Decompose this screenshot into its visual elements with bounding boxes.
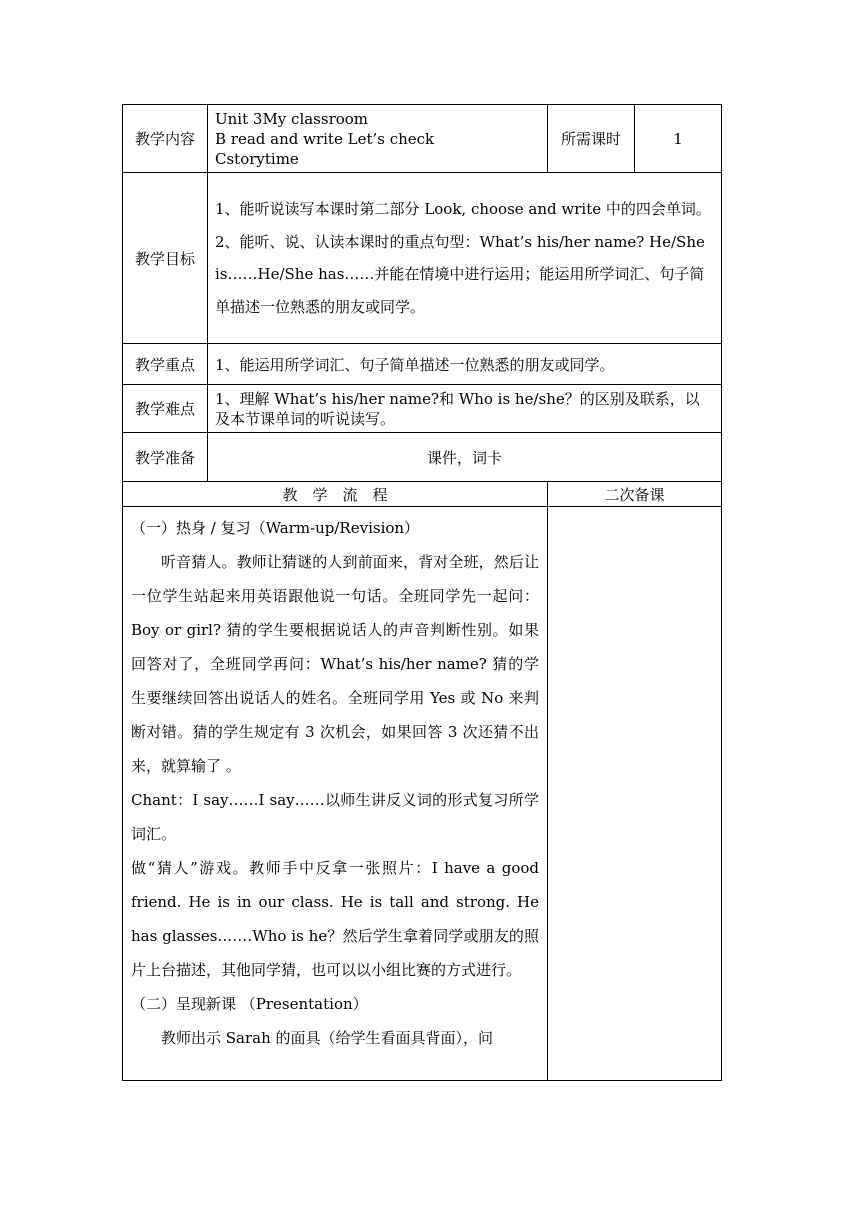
key-points-row	[123, 344, 722, 385]
teaching-content-label: 教学内容	[123, 105, 208, 173]
notes-content-cell	[548, 507, 722, 1081]
preparation-value: 课件，词卡	[208, 433, 722, 482]
difficulties-row	[123, 385, 722, 433]
section-title-presentation: （二）呈现新课 （Presentation）	[131, 995, 368, 1013]
notes-header: 二次备课	[548, 482, 722, 507]
teaching-content-row	[123, 105, 722, 173]
flow-content	[123, 507, 547, 1080]
content-line: Unit 3My classroom	[215, 109, 369, 128]
flow-paragraph: 听音猜人。教师让猜谜的人到前面来，背对全班，然后让一位学生站起来用英语跟他说一句话。全班同学先一起问：Boy or girl? 猜的学生要根据说话人的声音判断性别。如果回答对了，全班同学再问：What’s his/her name? 猜的学生要继续回答出说话人的姓名。全班同学用 Yes 或 No 来判断对错。猜的学生规定有 3 次机会，如果回答 3 次还猜不出来，就算输了 。	[131, 553, 539, 775]
flow-content-cell	[123, 507, 548, 1081]
class-hours-label: 所需课时	[548, 105, 635, 173]
teaching-goals-label: 教学目标	[123, 173, 208, 344]
teaching-content-value	[208, 105, 548, 173]
teaching-goals-value	[208, 173, 722, 344]
key-points-value: 1、能运用所学词汇、句子简单描述一位熟悉的朋友或同学。	[208, 344, 722, 385]
teaching-goals-row	[123, 173, 722, 344]
flow-body-row	[123, 507, 722, 1081]
key-points-label: 教学重点	[123, 344, 208, 385]
section-title-warmup: （一）热身 / 复习（Warm-up/Revision）	[131, 519, 420, 537]
flow-paragraph: 教师出示 Sarah 的面具（给学生看面具背面），问	[161, 1029, 494, 1047]
flow-paragraph: Chant：I say……I say……以师生讲反义词的形式复习所学词汇。	[131, 791, 539, 843]
difficulties-label: 教学难点	[123, 385, 208, 433]
flow-header-row	[123, 482, 722, 507]
lesson-plan-table	[122, 104, 722, 1081]
difficulties-value: 1、理解 What’s his/her name?和 Who is he/she？的区别及联系，以及本节课单词的听说读写。	[208, 385, 722, 433]
class-hours-value: 1	[635, 105, 722, 173]
content-line: B read and write Let’s check	[215, 129, 435, 148]
preparation-label: 教学准备	[123, 433, 208, 482]
goal-item: 2、能听、说、认读本课时的重点句型：What’s his/her name? He/She is……He/She has……并能在情境中进行运用；能运用所学词汇、句子简单描述一位熟悉的朋友或同学。	[215, 232, 705, 316]
flow-header: 教 学 流 程	[123, 482, 548, 507]
content-line: Cstorytime	[215, 149, 299, 168]
preparation-row	[123, 433, 722, 482]
goal-item: 1、能听说读写本课时第二部分 Look, choose and write 中的四会单词。	[215, 200, 711, 218]
flow-paragraph: 做“猜人”游戏。教师手中反拿一张照片：I have a good friend. He is in our class. He is tall and strong. He has glasses.……Who is he？然后学生拿着同学或朋友的照片上台描述，其他同学猜，也可以以小组比赛的方式进行。	[131, 859, 539, 979]
